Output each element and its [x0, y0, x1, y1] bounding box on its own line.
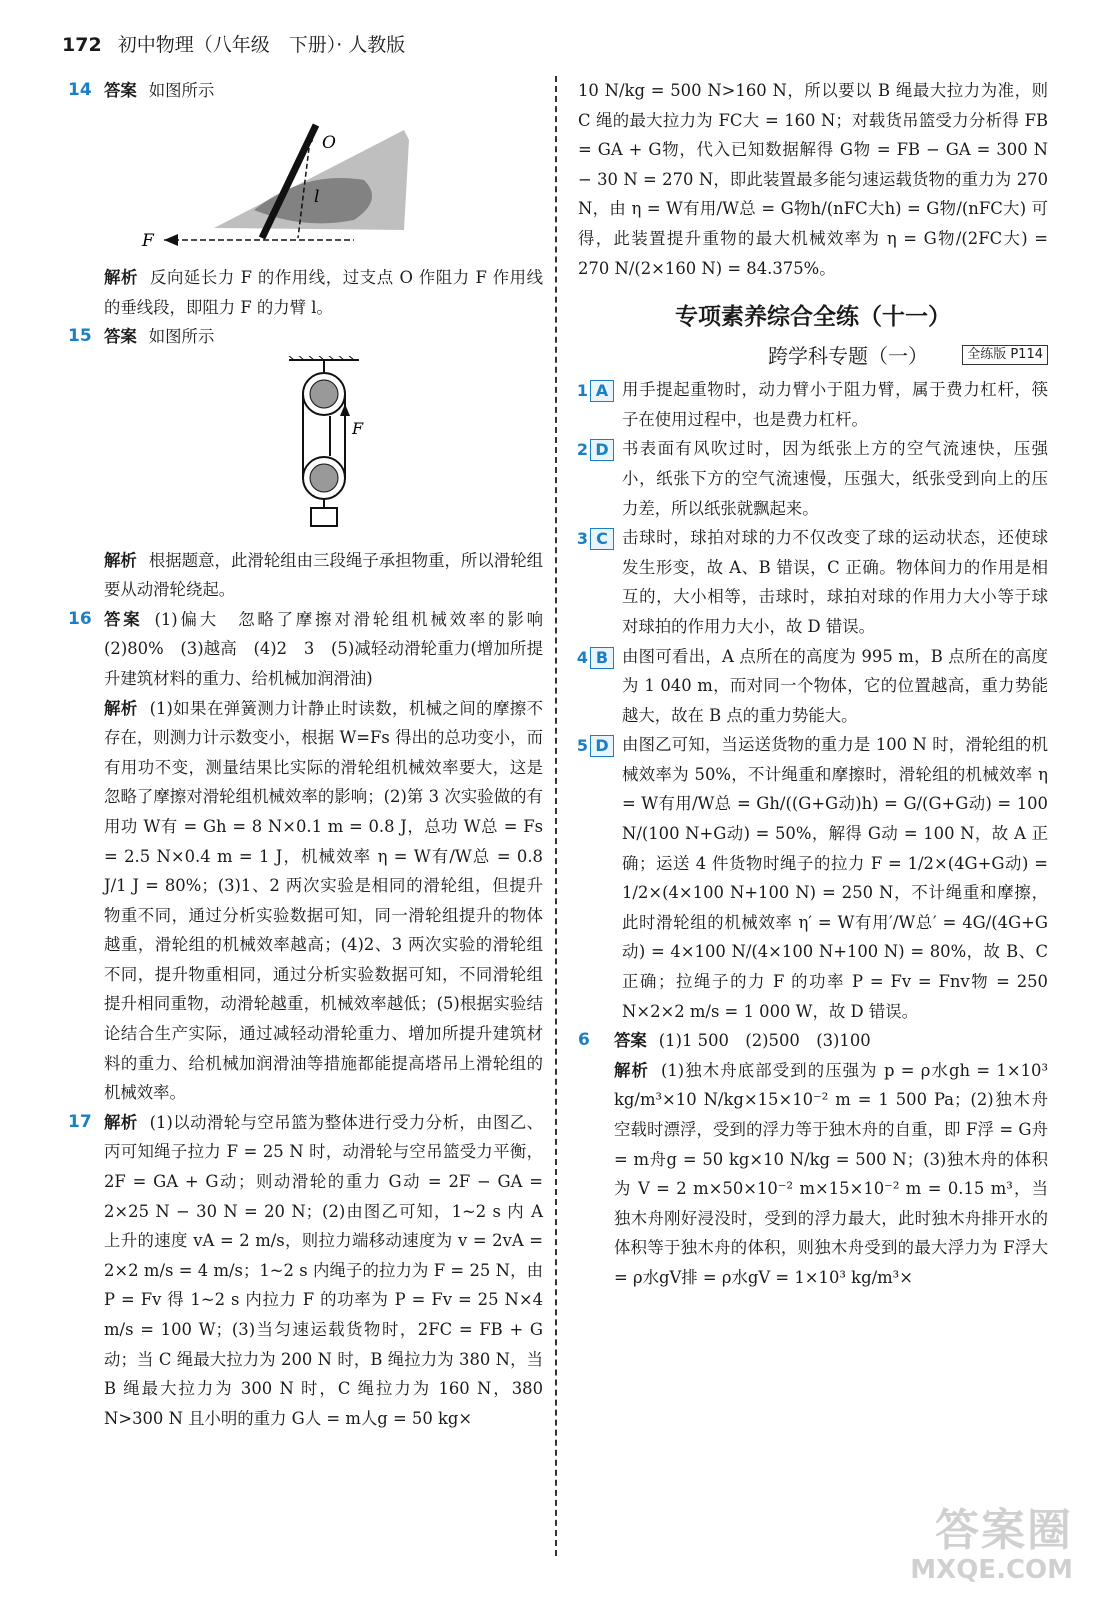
- question-15: [68, 322, 543, 604]
- label-o: O: [322, 132, 336, 153]
- book-title: 初中物理（八年级 下册）· 人教版: [117, 34, 406, 56]
- item-text: 用手提起重物时，动力臂小于阻力臂，属于费力杠杆，筷子在使用过程中，也是费力杠杆。: [622, 380, 1048, 429]
- answer-badge: [572, 735, 618, 757]
- analysis-tag: 解析: [104, 268, 138, 288]
- answer-tag: 答案: [614, 1031, 647, 1051]
- item-number: 2: [576, 440, 588, 460]
- item-answer: B: [590, 647, 614, 669]
- analysis-text: (1)如果在弹簧测力计静止时读数，机械之间的摩擦不存在，则测力计示数变小，根据 W=Fs 得出的总功变小，而有用功不变，测量结果比实际的滑轮组机械效率要大，这是忽略了摩擦对滑轮组机械效率的影响；(2)第 3 次实验做的有用功 W有 = Gh = 8 N×0.1 m = 0.8 J，总功 W总 = Fs = 2.5 N×0.4 m = 1 J，机械效率 η = W有/W总 = 0.8 J/1 J = 80%；(3)1、2 两次实验是相同的滑轮组，但提升物重不同，通过分析实验数据可知，同一滑轮组提升的物体越重，滑轮组的机械效率越高；(4)2、3 两次实验的滑轮组不同，提升物重相同，通过分析实验数据可知，不同滑轮组提升相同重物，动滑轮越重，机械效率越低；(5)根据实验结论结合生产实际，通过减轻动滑轮重力、增加所提升建筑材料的重力、给机械加润滑油等措施都能提高塔吊上滑轮组的机械效率。: [104, 698, 544, 1103]
- analysis-line: [104, 546, 543, 605]
- column-divider: [555, 76, 557, 1556]
- analysis-tag: 解析: [104, 1112, 138, 1132]
- answer-badge: [572, 380, 618, 402]
- answer-text: 如图所示: [148, 327, 215, 347]
- left-column: [68, 76, 560, 1433]
- right-column: [578, 76, 1048, 1293]
- analysis-text: (1)独木舟底部受到的压强为 p = ρ水gh = 1×10³ kg/m³×10 N/kg×15×10⁻² m = 1 500 Pa；(2)独木舟空载时漂浮，受到的浮力等于独木舟的自重，即 F浮 = G舟 = m舟g = 50 kg×10 N/kg = 500 N；(3)独木舟的体积为 V = 2 m×50×10⁻² m×15×10⁻² m = 0.15 m³，当独木舟刚好浸没时，受到的浮力最大，此时独木舟排开水的体积等于独木舟的体积，则独木舟受到的最大浮力为 F浮大 = ρ水gV排 = ρ水gV = 1×10³ kg/m³×: [614, 1060, 1049, 1287]
- answer-tag: 答案: [104, 327, 137, 347]
- watermark-url: MXQE.COM: [910, 1555, 1073, 1585]
- watermark: [883, 1506, 1073, 1586]
- answer-line: [104, 76, 543, 106]
- question-number: 17: [68, 1111, 92, 1132]
- analysis-line: [104, 1108, 543, 1434]
- item-text: 由图可看出，A 点所在的高度为 995 m，B 点所在的高度为 1 040 m，而对同一个物体，它的位置越高，重力势能越大，故在 B 点的重力势能大。: [622, 646, 1048, 725]
- watermark-logo-text: 答案圈: [935, 1505, 1073, 1556]
- answer-tag: 答案: [104, 81, 137, 100]
- item-number: 3: [576, 529, 588, 549]
- lever-hand-figure: [104, 110, 424, 250]
- item-text: 书表面有风吹过时，因为纸张上方的空气流速快，压强小，纸张下方的空气流速慢，压强大，纸张受到向上的压力差，所以纸张就飘起来。: [622, 439, 1048, 518]
- force-arrow: [164, 234, 178, 246]
- choice-item: [578, 642, 1048, 731]
- answer-badge: [572, 528, 618, 550]
- answer-text: (1)1 500 (2)500 (3)100: [658, 1031, 871, 1051]
- fixed-pulley-hub: [310, 380, 338, 408]
- item-number: 5: [576, 736, 588, 756]
- question-number: 15: [68, 326, 92, 347]
- analysis-line: [104, 694, 543, 1108]
- reference-box: 全练版 P114: [962, 345, 1048, 365]
- analysis-text: 反向延长力 F 的作用线，过支点 O 作阻力 F 作用线的垂线段，即阻力 F 的力臂 l。: [104, 268, 543, 317]
- item-number: 1: [576, 381, 588, 401]
- question-number: 6: [578, 1030, 590, 1051]
- page-number: 172: [62, 34, 102, 56]
- movable-pulley-hub: [310, 464, 338, 492]
- question-number: 14: [68, 80, 92, 100]
- item-answer: D: [590, 439, 614, 461]
- analysis-tag: 解析: [104, 698, 138, 718]
- answer-line: [104, 605, 560, 694]
- choice-item: [578, 434, 1048, 523]
- answer-text: 如图所示: [148, 81, 215, 100]
- analysis-line: [614, 1056, 1048, 1293]
- answer-line: [614, 1026, 1048, 1056]
- answer-text: (1)偏大 忽略了摩擦对滑轮组机械效率的影响 (2)80% (3)越高 (4)2 3 (5)减轻动滑轮重力(增加所提升建筑材料的重力、给机械加润滑油): [104, 609, 560, 688]
- item-answer: A: [590, 380, 614, 402]
- item-answer: C: [590, 528, 614, 550]
- item-number: 4: [576, 647, 588, 667]
- analysis-tag: 解析: [614, 1060, 649, 1080]
- q17-continuation: 10 N/kg = 500 N>160 N，所以要以 B 绳最大拉力为准，则 C 绳的最大拉力为 FC大 = 160 N；对载货吊篮受力分析得 FB = GA + G物，代入已知数据解得 G物 = FB − GA = 300 N − 30 N = 270 N，即此装置最多能匀速运载货物的重力为 270 N，由 η = W有用/W总 = G物h/(nFC大h) = G物/(nFC大) 可得，此装置提升重物的最大机械效率为 η = G物/(2FC大) = 270 N/(2×160 N) = 84.375%。: [578, 81, 1048, 278]
- item-text: 击球时，球拍对球的力不仅改变了球的运动状态，还使球发生形变，故 A、B 错误，C 正确。物体间力的作用是相互的，大小相等，击球时，球拍对球的作用力大小等于球对球拍的作用力大小，故 D 错误。: [622, 528, 1048, 636]
- section-title: 专项素养综合全练（十一）: [675, 304, 951, 331]
- question-6: [578, 1026, 1048, 1292]
- item-answer: D: [590, 735, 614, 757]
- page-header: [62, 30, 562, 60]
- label-l: l: [314, 186, 320, 207]
- question-number: 16: [68, 608, 92, 629]
- analysis-tag: 解析: [104, 550, 137, 570]
- answer-badge: [572, 439, 618, 461]
- item-text: 由图乙可知，当运送货物的重力是 100 N 时，滑轮组的机械效率为 50%，不计绳重和摩擦时，滑轮组的机械效率 η = W有用/W总 = Gh/((G+G动)h) = G/(G+G动) = 100 N/(100 N+G动) = 50%，解得 G动 = 100 N，故 A 正确；运送 4 件货物时绳子的拉力 F = 1/2×(4G+G动) = 1/2×(4×100 N+100 N) = 250 N，不计绳重和摩擦，此时滑轮组的机械效率 η′ = W有用′/W总′ = 4G/(4G+G动) = 4×100 N/(4×100 N+100 N) = 80%，故 B、C 正确；拉绳子的力 F 的功率 P = Fv = Fnv物 = 250 N×2×2 m/s = 1 000 W，故 D 错误。: [622, 735, 1048, 1021]
- answer-line: [104, 322, 543, 352]
- subtitle-row: [578, 337, 1048, 375]
- subtitle: 跨学科专题（一）: [768, 344, 928, 369]
- choice-item: [578, 730, 1048, 1026]
- label-f: F: [142, 230, 154, 250]
- question-16: [68, 605, 560, 1108]
- pulley-figure: [104, 356, 424, 532]
- load-block: [311, 508, 337, 526]
- label-f: F: [352, 418, 364, 438]
- question-17: [68, 1108, 543, 1434]
- answer-tag: 答案: [104, 609, 143, 629]
- choice-item: [578, 523, 1048, 641]
- choice-item: [578, 375, 1048, 434]
- analysis-text: (1)以动滑轮与空吊篮为整体进行受力分析，由图乙、丙可知绳子拉力 F = 25 N 时，动滑轮与空吊篮受力平衡，2F = GA + G动；则动滑轮的重力 G动 = 2F − GA = 2×25 N − 30 N = 20 N；(2)由图乙可知，1~2 s 内 A 上升的速度 vA = 2 m/s，则拉力端移动速度为 v = 2vA = 2×2 m/s = 4 m/s；1~2 s 内绳子的拉力为 F = 25 N，由 P = Fv 得 1~2 s 内拉力 F 的功率为 P = Fv = 25 N×4 m/s = 100 W；(3)当匀速运载货物时，2FC = FB + G动；当 C 绳最大拉力为 200 N 时，B 绳拉力为 380 N，当 B 绳最大拉力为 300 N 时，C 绳拉力为 160 N，380 N>300 N 且小明的重力 G人 = m人g = 50 kg×: [104, 1112, 544, 1428]
- question-14: [68, 76, 543, 322]
- analysis-text: 根据题意，此滑轮组由三段绳子承担物重，所以滑轮组要从动滑轮绕起。: [104, 550, 544, 600]
- answer-badge: [572, 647, 618, 669]
- analysis-line: [104, 263, 543, 322]
